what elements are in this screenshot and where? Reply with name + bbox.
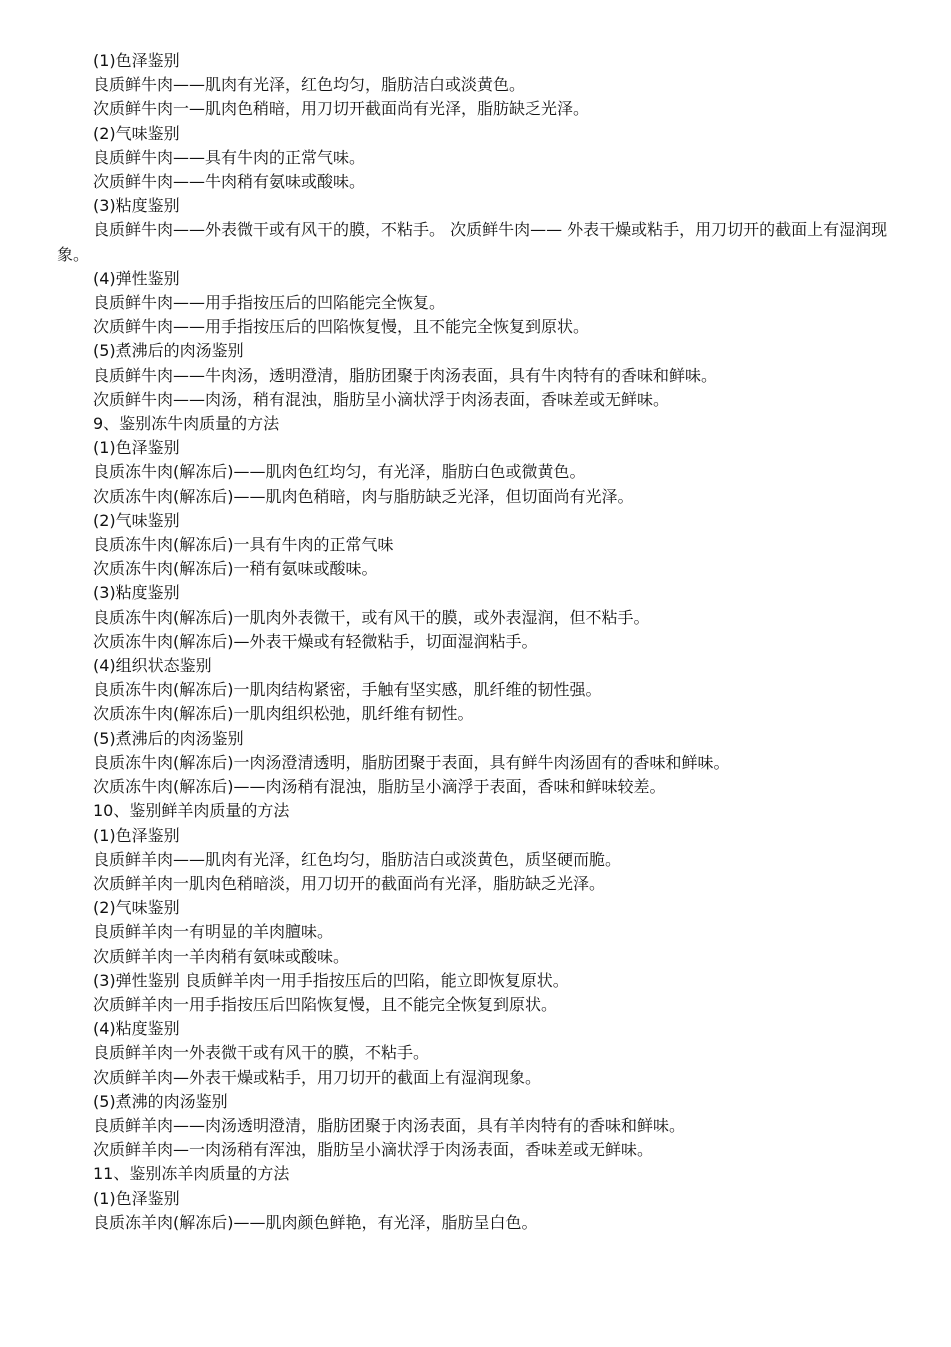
- text-line: 次质冻牛肉(解冻后)一稍有氨味或酸味。: [93, 559, 378, 579]
- text-line: 次质鲜羊肉—外表干燥或粘手，用刀切开的截面上有湿润现象。: [93, 1067, 542, 1087]
- text-line: 次质鲜牛肉——牛肉稍有氨味或酸味。: [93, 172, 366, 192]
- text-line: (2)气味鉴别: [93, 510, 180, 530]
- text-line: 良质鲜牛肉——具有牛肉的正常气味。: [93, 147, 366, 167]
- text-line: 次质鲜羊肉—一肉汤稍有浑浊，脂肪呈小滴状浮于肉汤表面，香味差或无鲜味。: [93, 1140, 654, 1160]
- text-line: 良质冻牛肉(解冻后)一肉汤澄清透明，脂肪团聚于表面，具有鲜牛肉汤固有的香味和鲜味。: [93, 752, 730, 772]
- section-heading: 9、鉴别冻牛肉质量的方法: [93, 414, 280, 434]
- section-heading: 11、鉴别冻羊肉质量的方法: [93, 1164, 290, 1184]
- text-line: (2)气味鉴别: [93, 123, 180, 143]
- text-line: (1)色泽鉴别: [93, 1188, 180, 1208]
- text-line: (4)弹性鉴别: [93, 268, 180, 288]
- text-line: 良质冻牛肉(解冻后)——肌肉色红均匀，有光泽，脂肪白色或微黄色。: [93, 462, 586, 482]
- text-line: (2)气味鉴别: [93, 898, 180, 918]
- text-line: (1)色泽鉴别: [93, 51, 180, 70]
- text-line: 次质鲜牛肉一—肌肉色稍暗，用刀切开截面尚有光泽，脂肪缺乏光泽。: [93, 99, 590, 119]
- text-line: 良质冻牛肉(解冻后)一具有牛肉的正常气味: [93, 535, 394, 555]
- text-line: 良质鲜羊肉一外表微干或有风干的膜，不粘手。: [93, 1043, 430, 1063]
- text-line: (5)煮沸后的肉汤鉴别: [93, 728, 244, 748]
- text-line: 良质鲜羊肉——肉汤透明澄清，脂肪团聚于肉汤表面，具有羊肉特有的香味和鲜味。: [93, 1115, 686, 1135]
- text-line: 次质鲜牛肉——用手指按压后的凹陷恢复慢，且不能完全恢复到原状。: [93, 317, 590, 337]
- text-line: 次质鲜羊肉一肌肉色稍暗淡，用刀切开的截面尚有光泽，脂肪缺乏光泽。: [93, 873, 606, 893]
- text-line: 良质鲜牛肉——用手指按压后的凹陷能完全恢复。: [93, 293, 446, 313]
- text-line: (1)色泽鉴别: [93, 438, 180, 458]
- section-heading: 10、鉴别鲜羊肉质量的方法: [93, 801, 290, 821]
- text-line: 良质冻牛肉(解冻后)一肌肉外表微干，或有风干的膜，或外表湿润，但不粘手。: [93, 607, 650, 627]
- text-line: 良质鲜羊肉一有明显的羊肉膻味。: [93, 922, 334, 942]
- text-line: 次质冻牛肉(解冻后)——肌肉色稍暗，肉与脂肪缺乏光泽，但切面尚有光泽。: [93, 486, 634, 506]
- text-line: 良质冻羊肉(解冻后)——肌肉颜色鲜艳，有光泽，脂肪呈白色。: [93, 1212, 538, 1232]
- text-line: (4)组织状态鉴别: [93, 656, 212, 676]
- text-lines: [57, 49, 902, 1235]
- text-paragraph: 良质鲜牛肉——外表微干或有风干的膜，不粘手。 次质鲜牛肉—— 外表干燥或粘手，用刀切开的截面上有湿润现象。: [57, 220, 888, 264]
- text-line: 次质冻牛肉(解冻后)一肌肉组织松弛，肌纤维有韧性。: [93, 704, 474, 724]
- text-line: 良质冻牛肉(解冻后)一肌肉结构紧密，手触有坚实感，肌纤维的韧性强。: [93, 680, 602, 700]
- document-body: [57, 49, 902, 1235]
- text-line: (3)弹性鉴别 良质鲜羊肉一用手指按压后的凹陷，能立即恢复原状。: [93, 970, 569, 990]
- text-line: (5)煮沸的肉汤鉴别: [93, 1091, 228, 1111]
- text-line: 次质冻牛肉(解冻后)——肉汤稍有混浊，脂肪呈小滴浮于表面，香味和鲜味较差。: [93, 777, 666, 797]
- text-line: 次质鲜牛肉——肉汤，稍有混浊，脂肪呈小滴状浮于肉汤表面，香味差或无鲜味。: [93, 389, 670, 409]
- text-line: (5)煮沸后的肉汤鉴别: [93, 341, 244, 361]
- text-line: (4)粘度鉴别: [93, 1019, 180, 1039]
- text-line: (1)色泽鉴别: [93, 825, 180, 845]
- text-line: 良质鲜羊肉——肌肉有光泽，红色均匀，脂肪洁白或淡黄色，质坚硬而脆。: [93, 849, 622, 869]
- text-line: (3)粘度鉴别: [93, 583, 180, 603]
- text-line: 次质鲜羊肉一用手指按压后凹陷恢复慢，且不能完全恢复到原状。: [93, 994, 558, 1014]
- text-line: 次质冻牛肉(解冻后)—外表干燥或有轻微粘手，切面湿润粘手。: [93, 631, 538, 651]
- text-line: (3)粘度鉴别: [93, 196, 180, 216]
- text-line: 良质鲜牛肉——牛肉汤，透明澄清，脂肪团聚于肉汤表面，具有牛肉特有的香味和鲜味。: [93, 365, 718, 385]
- text-line: 次质鲜羊肉一羊肉稍有氨味或酸味。: [93, 946, 350, 966]
- text-line: 良质鲜牛肉——肌肉有光泽，红色均匀，脂肪洁白或淡黄色。: [93, 75, 526, 95]
